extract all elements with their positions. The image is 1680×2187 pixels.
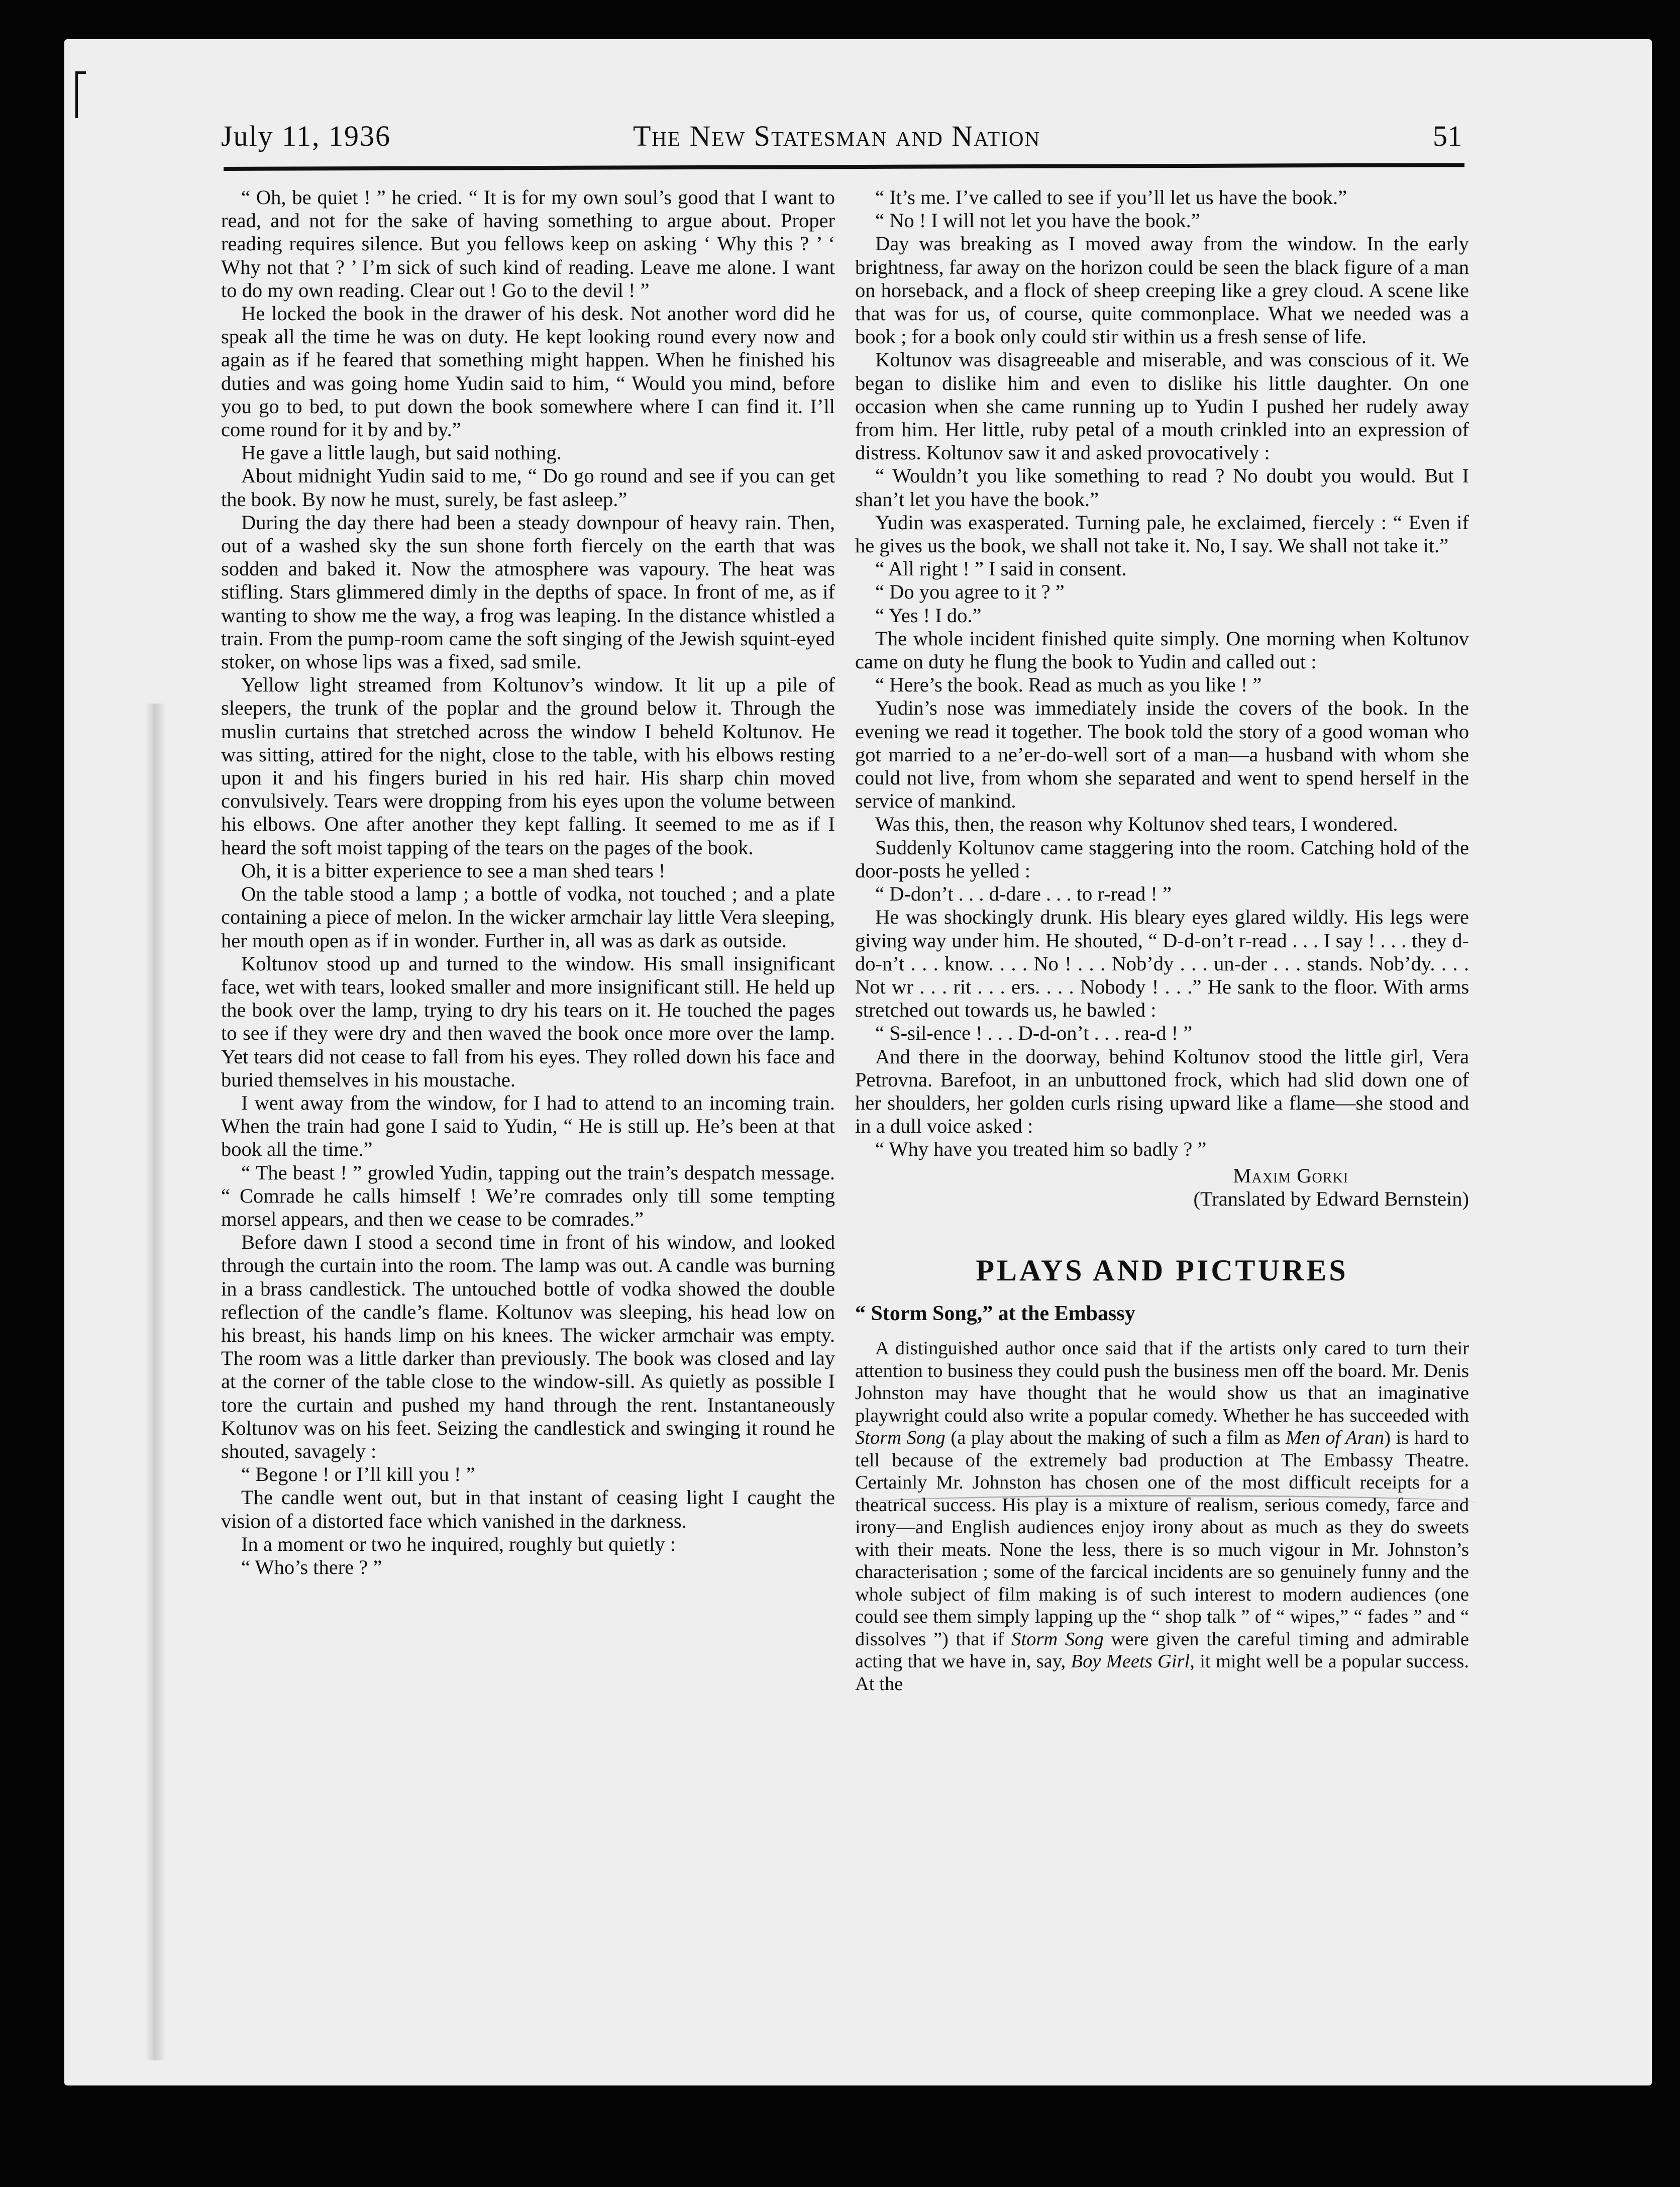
film-title: Men of Aran — [1286, 1427, 1385, 1449]
page-number: 51 — [1433, 120, 1462, 152]
story-paragraph: And there in the doorway, behind Koltunov stood the little girl, Vera Petrovna. Barefoot, in an unbuttoned frock, which had slid down one of her shoulders, her golden curls rising upward like a flame—she stood and in a dull voice asked : — [855, 1045, 1469, 1138]
story-paragraph: Oh, it is a bitter experience to see a man shed tears ! — [241, 859, 666, 882]
play-title: Storm Song — [855, 1427, 946, 1449]
story-paragraph: Yudin’s nose was immediately inside the covers of the book. In the evening we read it together. The book told the story of a good woman who got married to a ne’er-do-well sort of a man—a husband with whom she could not live, from whom she separated and went to spend herself in the service of mankind. — [855, 697, 1469, 813]
story-left-column — [221, 186, 835, 1579]
story-paragraph: I went away from the window, for I had to attend to an incoming train. When the train had gone I said to Yudin, “ He is still up. He’s been at that book all the time.” — [221, 1091, 835, 1161]
review-title: “ Storm Song,” at the Embassy — [855, 1302, 1135, 1326]
page-fold-shadow — [146, 704, 166, 2060]
story-paragraph: “ Wouldn’t you like something to read ? No doubt you would. But I shan’t let you have the book.” — [855, 464, 1469, 511]
review-text: (a play about the making of such a film as — [945, 1427, 1286, 1449]
story-paragraph: The whole incident finished quite simply. One morning when Koltunov came on duty he flung the book to Yudin and called out : — [855, 627, 1469, 673]
story-paragraph: “ D-don’t . . . d-dare . . . to r-read ! ” — [875, 882, 1172, 906]
story-right-column — [855, 186, 1469, 1695]
story-paragraph: “ Oh, be quiet ! ” he cried. “ It is for my own soul’s good that I want to read, and not for the sake of having something to argue about. Proper reading requires silence. But you fellows keep on asking ‘ Why this ? ’ ‘ Why not that ? ’ I’m sick of such kind of reading. Leave me alone. I want to do my own reading. Clear out ! Go to the devil ! ” — [221, 186, 835, 302]
paper-tear-line — [864, 1495, 1477, 1512]
story-paragraph: Was this, then, the reason why Koltunov shed tears, I wondered. — [875, 813, 1398, 836]
story-paragraph: During the day there had been a steady downpour of heavy rain. Then, out of a washed sky the sun shone forth fiercely on the earth that was sodden and baked it. Now the atmosphere was vapoury. The heat was stifling. Stars glimmered dimly in the depths of space. In front of me, as if wanting to show me the way, a frog was leaping. In the distance whistled a train. From the pump-room came the soft singing of the Jewish squint-eyed stoker, on whose lips was a fixed, sad smile. — [221, 511, 835, 673]
byline — [855, 1164, 1469, 1211]
story-paragraph: “ Begone ! or I’ll kill you ! ” — [241, 1463, 475, 1486]
story-paragraph: He locked the book in the drawer of his desk. Not another word did he speak all the time he was on duty. He kept looking round every now and again as if he feared that something might happen. When he finished his duties and was going home Yudin said to him, “ Would you mind, before you go to bed, to put down the book somewhere where I can find it. I’ll come round for it by and by.” — [221, 302, 835, 441]
author-name: Maxim Gorki — [1233, 1164, 1348, 1187]
story-paragraph: Yellow light streamed from Koltunov’s window. It lit up a pile of sleepers, the trunk of the poplar and the ground below it. Through the muslin curtains that stretched across the window I beheld Koltunov. He was sitting, attired for the night, close to the table, with his elbows resting upon it and his fingers buried in his red hair. His sharp chin moved convulsively. Tears were dropping from his eyes upon the volume between his elbows. One after another they kept falling. It seemed to me as if I heard the soft moist tapping of the tears on the pages of the book. — [221, 673, 835, 859]
story-paragraph: He was shockingly drunk. His bleary eyes glared wildly. His legs were giving way under him. He shouted, “ D-d-on’t r-read . . . I say ! . . . they d-do-n’t . . . know. . . . No ! . . . Nob’dy . . . un-der . . . stands. Nob’dy. . . . Not wr . . . rit . . . ers. . . . Nobody ! . . .” He sank to the floor. With arms stretched out towards us, he bawled : — [855, 906, 1469, 1022]
review-paragraph — [855, 1337, 1469, 1695]
issue-date: July 11, 1936 — [221, 120, 391, 152]
review-body — [855, 1337, 1469, 1695]
story-paragraph: Koltunov was disagreeable and miserable, and was conscious of it. We began to dislike him and even to dislike his little daughter. On one occasion when she came running up to Yudin I pushed her rudely away from him. Her little, ruby petal of a mouth crinkled into an expression of distress. Koltunov saw it and asked provocatively : — [855, 348, 1469, 464]
crop-mark — [75, 71, 86, 118]
story-paragraph: Suddenly Koltunov came staggering into the room. Catching hold of the door-posts he yelled : — [855, 836, 1469, 882]
section-heading: PLAYS AND PICTURES — [976, 1253, 1348, 1287]
publication-title: The New Statesman and Nation — [633, 120, 1041, 152]
running-header — [221, 115, 1472, 160]
story-paragraph: “ Yes ! I do.” — [875, 604, 982, 627]
story-paragraph: “ S-sil-ence ! . . . D-d-on’t . . . rea-d ! ” — [875, 1022, 1193, 1045]
story-paragraph: “ No ! I will not let you have the book.” — [875, 209, 1200, 232]
story-paragraph: “ Do you agree to it ? ” — [875, 580, 1065, 604]
story-paragraph: “ The beast ! ” growled Yudin, tapping out the train’s despatch message. “ Comrade he calls himself ! We’re comrades only till some tempting morsel appears, and then we cease to be comrades.” — [221, 1161, 835, 1230]
story-paragraph: Day was breaking as I moved away from the window. In the early brightness, far away on the horizon could be seen the black figure of a man on horseback, and a flock of sheep creeping like a grey cloud. A scene like that was for us, of course, quite commonplace. What we needed was a book ; for a book only could stir within us a fresh sense of life. — [855, 232, 1469, 348]
review-text: were given the careful timing and admirable acting that we have in, say, — [855, 1628, 1469, 1672]
story-paragraph: Yudin was exasperated. Turning pale, he exclaimed, fiercely : “ Even if he gives us the book, we shall not take it. No, I say. We shall not take it.” — [855, 511, 1469, 557]
translator-credit: (Translated by Edward Bernstein) — [1193, 1187, 1469, 1210]
story-paragraph: “ Who’s there ? ” — [241, 1555, 382, 1578]
review-text: ) is hard to tell because of the extremely bad production at The Embassy Theatre. Certainly Mr. Johnston has chosen one of the most difficult receipts for a theatrical success. His play is a mixture of realism, serious comedy, farce and irony—and English audiences enjoy irony about as much as they do sweets with their meats. None the less, there is so much vigour in Mr. Johnston’s characterisation ; some of the farcical incidents are so genuinely funny and the whole subject of film making is of such interest to modern audiences (one could see them simply lapping up the “ shop talk ” of “ wipes,” “ fades ” and “ dissolves ”) that if — [855, 1427, 1469, 1650]
story-paragraph: “ All right ! ” I said in consent. — [875, 557, 1127, 580]
story-paragraph: About midnight Yudin said to me, “ Do go round and see if you can get the book. By now he must, surely, be fast asleep.” — [221, 464, 835, 511]
review-text: A distinguished author once said that if the artists only cared to turn their attention to business they could push the business men off the board. Mr. Denis Johnston may have thought that he would show us that an imaginative playwright could also write a popular comedy. Whether he has succeeded with — [855, 1338, 1469, 1426]
story-paragraph: Koltunov stood up and turned to the window. His small insignificant face, wet with tears, looked smaller and more insignificant still. He held up the book over the lamp, trying to dry his tears on it. He touched the pages to see if they were dry and then waved the book once more over the lamp. Yet tears did not cease to fall from his eyes. They rolled down his face and buried themselves in his moustache. — [221, 952, 835, 1091]
review-text: , it might well be a popular success. At the — [855, 1651, 1469, 1695]
story-paragraph: On the table stood a lamp ; a bottle of vodka, not touched ; and a plate containing a piece of melon. In the wicker armchair lay little Vera sleeping, her mouth open as if in wonder. Further in, all was as dark as outside. — [221, 882, 835, 952]
story-paragraph: “ Here’s the book. Read as much as you like ! ” — [875, 673, 1262, 697]
play-title: Boy Meets Girl — [1071, 1651, 1190, 1672]
story-paragraph: “ It’s me. I’ve called to see if you’ll let us have the book.” — [875, 186, 1347, 209]
story-paragraph: He gave a little laugh, but said nothing. — [241, 441, 562, 464]
story-paragraph: The candle went out, but in that instant of ceasing light I caught the vision of a distorted face which vanished in the darkness. — [221, 1486, 835, 1532]
play-title: Storm Song — [1011, 1628, 1104, 1650]
story-paragraph: Before dawn I stood a second time in front of his window, and looked through the curtain into the room. The lamp was out. A candle was burning in a brass candlestick. The untouched bottle of vodka showed the double reflection of the candle’s flame. Koltunov was sleeping, his head low on his breast, his hands limp on his knees. The wicker armchair was empty. The room was a little darker than previously. The book was closed and lay at the corner of the table close to the window-sill. As quietly as possible I tore the curtain and pushed my hand through the rent. Instantaneously Koltunov was on his feet. Seizing the candlestick and swinging it round he shouted, savagely : — [221, 1231, 835, 1462]
story-paragraph: In a moment or two he inquired, roughly but quietly : — [241, 1532, 676, 1555]
story-paragraph: “ Why have you treated him so badly ? ” — [875, 1138, 1207, 1161]
